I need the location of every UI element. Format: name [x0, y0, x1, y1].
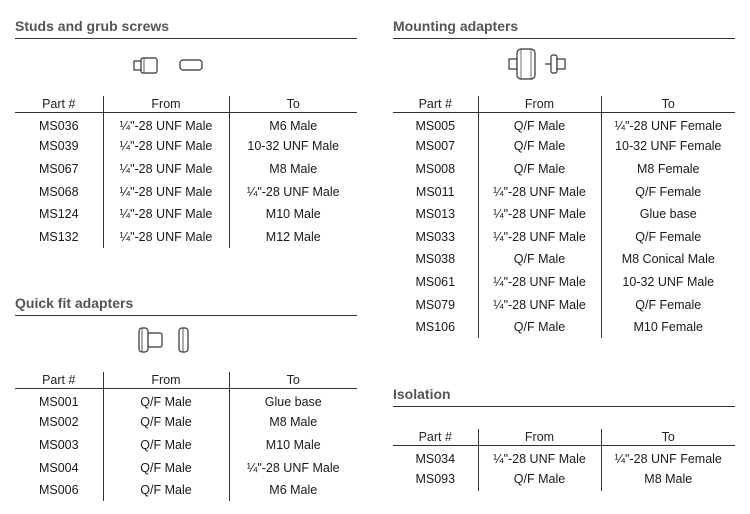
- table-row: [15, 180, 357, 203]
- table-row: [393, 446, 735, 469]
- part-number-cell: MS039: [38, 139, 79, 154]
- to-cell: M10 Male: [229, 203, 357, 226]
- part-number-cell: MS106: [415, 320, 456, 335]
- from-cell: ¼"-28 UNF Male: [478, 271, 601, 294]
- table-row: [15, 158, 357, 181]
- part-number-cell: MS036: [38, 118, 79, 133]
- to-cell: M8 Female: [601, 158, 735, 181]
- part-number-cell: MS067: [38, 161, 79, 176]
- to-cell: Q/F Female: [601, 225, 735, 248]
- to-cell: ¼"-28 UNF Male: [229, 456, 357, 479]
- stud-icon: [130, 54, 210, 78]
- to-cell: M6 Male: [229, 479, 357, 502]
- table-studs: [15, 96, 357, 248]
- table-row: [15, 225, 357, 248]
- column-header: To: [229, 372, 357, 389]
- to-cell: M8 Male: [229, 158, 357, 181]
- from-cell: Q/F Male: [478, 135, 601, 158]
- from-cell: Q/F Male: [103, 411, 229, 434]
- section-title: Mounting adapters: [393, 18, 735, 39]
- column-header: Part #: [15, 372, 103, 389]
- column-header: Part #: [393, 96, 478, 113]
- from-cell: ¼"-28 UNF Male: [478, 446, 601, 469]
- column-header: To: [601, 96, 735, 113]
- column-header: Part #: [393, 429, 478, 446]
- studs-illustration: [130, 54, 210, 83]
- column-header: From: [103, 96, 229, 113]
- part-number-cell: MS033: [415, 229, 456, 244]
- part-number-cell: MS006: [38, 483, 79, 498]
- part-number-cell: MS001: [38, 394, 79, 409]
- from-cell: Q/F Male: [478, 158, 601, 181]
- from-cell: ¼"-28 UNF Male: [103, 225, 229, 248]
- from-cell: Q/F Male: [103, 456, 229, 479]
- from-cell: ¼"-28 UNF Male: [478, 180, 601, 203]
- to-cell: M8 Male: [229, 411, 357, 434]
- table-row: [15, 203, 357, 226]
- from-cell: Q/F Male: [478, 468, 601, 491]
- mounting-adapter-icon: [505, 46, 575, 82]
- from-cell: Q/F Male: [103, 434, 229, 457]
- table-row: [393, 248, 735, 271]
- table-row: [393, 113, 735, 136]
- column-header: From: [103, 372, 229, 389]
- from-cell: ¼"-28 UNF Male: [478, 225, 601, 248]
- section-title: Isolation: [393, 386, 735, 407]
- from-cell: ¼"-28 UNF Male: [103, 203, 229, 226]
- from-cell: ¼"-28 UNF Male: [478, 293, 601, 316]
- section-quick-fit: [15, 295, 357, 316]
- table-row: [15, 434, 357, 457]
- from-cell: ¼"-28 UNF Male: [103, 113, 229, 136]
- column-header: From: [478, 429, 601, 446]
- part-number-cell: MS013: [415, 207, 456, 222]
- from-cell: Q/F Male: [478, 316, 601, 339]
- from-cell: ¼"-28 UNF Male: [103, 158, 229, 181]
- to-cell: M8 Male: [601, 468, 735, 491]
- section-isolation: [393, 386, 735, 407]
- part-number-cell: MS061: [415, 274, 456, 289]
- to-cell: Glue base: [601, 203, 735, 226]
- table-row: [393, 158, 735, 181]
- column-header: To: [601, 429, 735, 446]
- to-cell: M12 Male: [229, 225, 357, 248]
- to-cell: ¼"-28 UNF Male: [229, 180, 357, 203]
- part-number-cell: MS079: [415, 297, 456, 312]
- table-row: [15, 456, 357, 479]
- table-quick-fit: [15, 372, 357, 501]
- to-cell: Q/F Female: [601, 293, 735, 316]
- to-cell: M10 Female: [601, 316, 735, 339]
- table-row: [15, 479, 357, 502]
- part-number-cell: MS093: [415, 472, 456, 487]
- table-row: [393, 271, 735, 294]
- column-header: To: [229, 96, 357, 113]
- part-number-cell: MS002: [38, 415, 79, 430]
- from-cell: Q/F Male: [103, 479, 229, 502]
- from-cell: Q/F Male: [103, 389, 229, 412]
- to-cell: Q/F Female: [601, 180, 735, 203]
- to-cell: M6 Male: [229, 113, 357, 136]
- section-title: Quick fit adapters: [15, 295, 357, 316]
- to-cell: M10 Male: [229, 434, 357, 457]
- quick-fit-adapter-icon: [135, 324, 205, 356]
- table-row: [15, 389, 357, 412]
- to-cell: ¼"-28 UNF Female: [601, 446, 735, 469]
- table-row: [15, 113, 357, 136]
- part-number-cell: MS124: [38, 207, 79, 222]
- table-isolation: [393, 429, 735, 491]
- from-cell: ¼"-28 UNF Male: [103, 135, 229, 158]
- quick-fit-illustration: [135, 324, 205, 361]
- to-cell: 10-32 UNF Male: [601, 271, 735, 294]
- to-cell: 10-32 UNF Female: [601, 135, 735, 158]
- from-cell: Q/F Male: [478, 248, 601, 271]
- section-mounting: [393, 18, 735, 39]
- part-number-cell: MS007: [415, 139, 456, 154]
- table-row: [393, 180, 735, 203]
- part-number-cell: MS068: [38, 184, 79, 199]
- table-row: [15, 411, 357, 434]
- from-cell: Q/F Male: [478, 113, 601, 136]
- part-number-cell: MS005: [415, 118, 456, 133]
- table-row: [393, 316, 735, 339]
- mounting-illustration: [505, 46, 575, 87]
- part-number-cell: MS004: [38, 460, 79, 475]
- table-row: [393, 225, 735, 248]
- section-studs: [15, 18, 357, 39]
- part-number-cell: MS038: [415, 252, 456, 267]
- part-number-cell: MS034: [415, 451, 456, 466]
- to-cell: ¼"-28 UNF Female: [601, 113, 735, 136]
- to-cell: Glue base: [229, 389, 357, 412]
- from-cell: ¼"-28 UNF Male: [103, 180, 229, 203]
- part-number-cell: MS008: [415, 161, 456, 176]
- table-row: [15, 135, 357, 158]
- to-cell: M8 Conical Male: [601, 248, 735, 271]
- part-number-cell: MS003: [38, 437, 79, 452]
- table-row: [393, 203, 735, 226]
- column-header: Part #: [15, 96, 103, 113]
- part-number-cell: MS011: [415, 184, 455, 199]
- section-title: Studs and grub screws: [15, 18, 357, 39]
- table-mounting: [393, 96, 735, 338]
- part-number-cell: MS132: [38, 229, 79, 244]
- table-row: [393, 293, 735, 316]
- table-row: [393, 468, 735, 491]
- column-header: From: [478, 96, 601, 113]
- table-row: [393, 135, 735, 158]
- from-cell: ¼"-28 UNF Male: [478, 203, 601, 226]
- to-cell: 10-32 UNF Male: [229, 135, 357, 158]
